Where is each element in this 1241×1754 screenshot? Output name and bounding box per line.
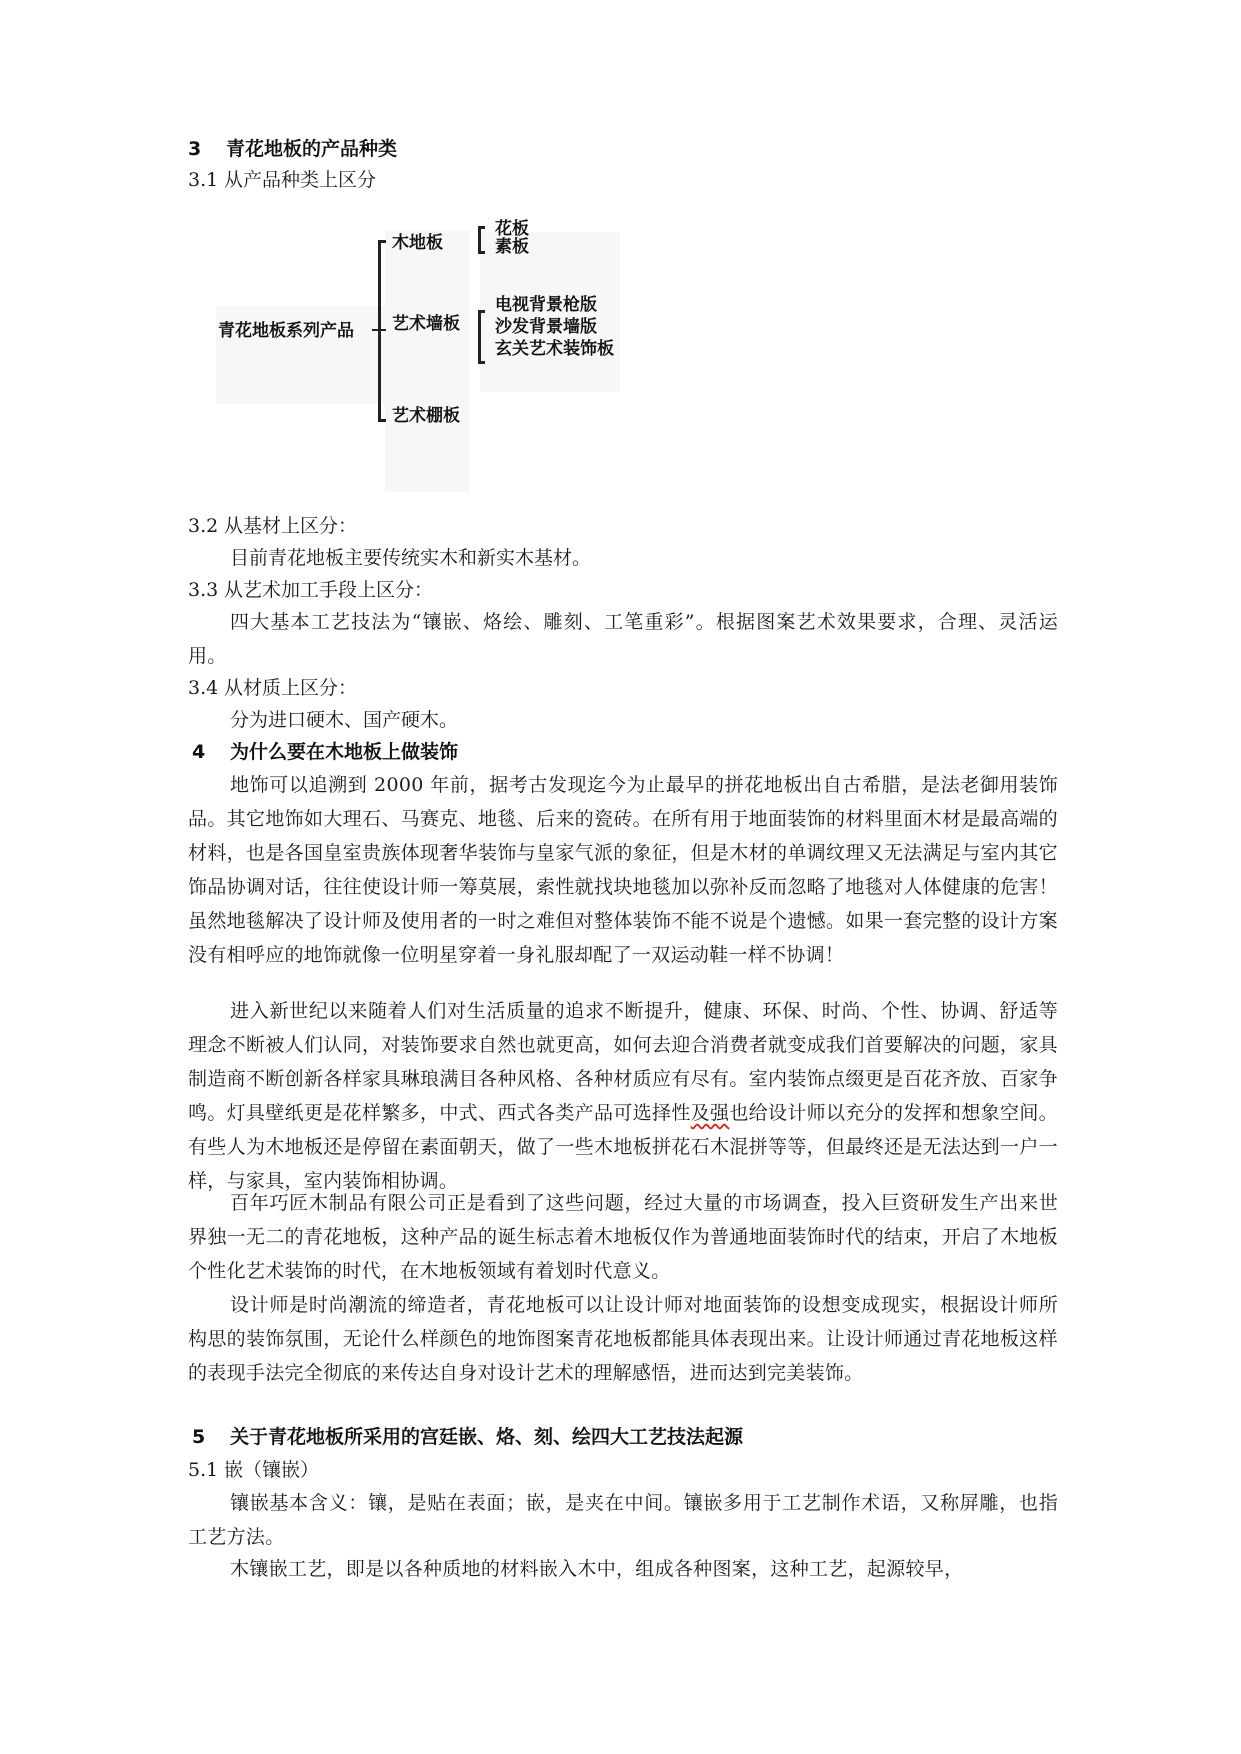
subsection-3-2-body: 目前青花地板主要传统实木和新实木基材。 [230, 547, 592, 569]
subsection-number: 3.2 [188, 515, 219, 537]
subsection-3-1-heading [188, 163, 1068, 197]
section-4-heading [192, 735, 1072, 769]
main-bracket-tick [372, 329, 386, 331]
main-bracket-line [378, 240, 381, 422]
section-5-paragraph-2: 木镶嵌工艺，即是以各种质地的材料嵌入木中，组成各种图案，这种工艺，起源较早， [230, 1558, 964, 1580]
subsection-3-4-body: 分为进口硬木、国产硬木。 [230, 709, 459, 731]
subsection-number: 3.1 [188, 169, 219, 191]
section-number: 3 [188, 138, 202, 160]
subsection-5-1-heading [188, 1453, 1068, 1487]
spellcheck-flagged-word[interactable]: 及强 [690, 1102, 730, 1124]
paragraph-text-continued: 也给设计师以充分的发挥和想象空间。有些人为木地板还是停留在素面朝天，做了一些木地板拼花石木混拼等等，但最终还是无法达到一户一样，与家具，室内装饰相协调。 [188, 1102, 1058, 1192]
branch-box [385, 230, 470, 492]
section-title: 为什么要在木地板上做装饰 [230, 741, 459, 763]
section-5-heading [192, 1420, 1072, 1454]
subsection-3-3-body: 四大基本工艺技法为“镶嵌、烙绘、雕刻、工笔重彩”。根据图案艺术效果要求，合理、灵活运用。 [188, 611, 1058, 667]
subsection-title: 从艺术加工手段上区分： [224, 579, 434, 601]
subsection-title: 嵌（镶嵌） [224, 1459, 320, 1481]
paragraph-text: 进入新世纪以来随着人们对生活质量的追求不断提升，健康、环保、时尚、个性、协调、舒适等理念不断被人们认同，对装饰要求自然也就更高，如何去迎合消费者就变成我们首要解决的问题，家具制造商不断创新各样家具琳琅满目各种风格、各种材质应有尽有。室内装饰点缀更是百花齐放、百家争鸣。灯具壁纸更是花样繁多，中式、西式各类产品可选择性 [188, 1000, 1058, 1124]
branch-art-ceiling-panel: 艺术棚板 [392, 406, 460, 426]
leaf-entrance-panel: 玄关艺术装饰板 [495, 339, 614, 359]
subsection-title: 从产品种类上区分 [224, 169, 377, 191]
leaf-sofa-background: 沙发背景墙版 [495, 317, 597, 337]
diagram-root: 青花地板系列产品 [218, 321, 354, 341]
section-3-heading [188, 132, 1068, 166]
section-title: 关于青花地板所采用的宫廷嵌、烙、刻、绘四大工艺技法起源 [230, 1426, 744, 1448]
subsection-number: 3.4 [188, 677, 219, 699]
product-tree-diagram [218, 219, 700, 488]
main-bracket-top [378, 240, 386, 243]
section-title: 青花地板的产品种类 [226, 138, 398, 160]
subsection-number: 3.3 [188, 579, 219, 601]
sub-bracket-2-top [478, 310, 485, 313]
sub-bracket-1-top [478, 226, 485, 229]
section-4-paragraph-3: 百年巧匠木制品有限公司正是看到了这些问题，经过大量的市场调查，投入巨资研发生产出来世界独一无二的青花地板，这种产品的诞生标志着木地板仅作为普通地面装饰时代的结束，开启了木地板个性化艺术装饰的时代，在木地板领域有着划时代意义。 [188, 1192, 1058, 1282]
main-bracket-bottom [378, 419, 386, 422]
leaf-pattern-board: 花板 [495, 219, 529, 239]
subsection-title: 从材质上区分： [224, 677, 358, 699]
subsection-title: 从基材上区分： [224, 515, 358, 537]
branch-wood-floor: 木地板 [392, 233, 443, 253]
leaf-tv-background: 电视背景枪版 [495, 295, 597, 315]
section-5-paragraph-1: 镶嵌基本含义：镶，是贴在表面；嵌，是夹在中间。镶嵌多用于工艺制作术语，又称屏雕，也指工艺方法。 [188, 1492, 1058, 1548]
sub-bracket-2-bottom [478, 361, 485, 364]
section-4-paragraph-1: 地饰可以追溯到 2000 年前，据考古发现迄今为止最早的拼花地板出自古希腊，是法老御用装饰品。其它地饰如大理石、马赛克、地毯、后来的瓷砖。在所有用于地面装饰的材料里面木材是最高端的材料，也是各国皇室贵族体现奢华装饰与皇家气派的象征，但是木材的单调纹理又无法满足与室内其它饰品协调对话，往往使设计师一筹莫展，索性就找块地毯加以弥补反而忽略了地毯对人体健康的危害！虽然地毯解决了设计师及使用者的一时之难但对整体装饰不能不说是个遗憾。如果一套完整的设计方案没有相呼应的地饰就像一位明星穿着一身礼服却配了一双运动鞋一样不协调！ [188, 774, 1058, 966]
section-number: 5 [192, 1426, 206, 1448]
sub-bracket-2-line [478, 310, 481, 364]
subsection-number: 5.1 [188, 1459, 219, 1481]
sub-bracket-1-line [478, 226, 481, 254]
section-number: 4 [192, 741, 206, 763]
subsection-3-4-heading [188, 671, 1068, 705]
subsection-3-2-heading [188, 509, 1068, 543]
section-4-paragraph-2 [188, 994, 1058, 1198]
branch-art-wall-panel: 艺术墙板 [392, 314, 460, 334]
leaf-plain-board: 素板 [495, 237, 529, 257]
section-4-paragraph-4: 设计师是时尚潮流的缔造者，青花地板可以让设计师对地面装饰的设想变成现实，根据设计师所构思的装饰氛围，无论什么样颜色的地饰图案青花地板都能具体表现出来。让设计师通过青花地板这样的表现手法完全彻底的来传达自身对设计艺术的理解感悟，进而达到完美装饰。 [188, 1294, 1058, 1384]
subsection-3-3-heading [188, 573, 1068, 607]
sub-bracket-1-bottom [478, 251, 485, 254]
